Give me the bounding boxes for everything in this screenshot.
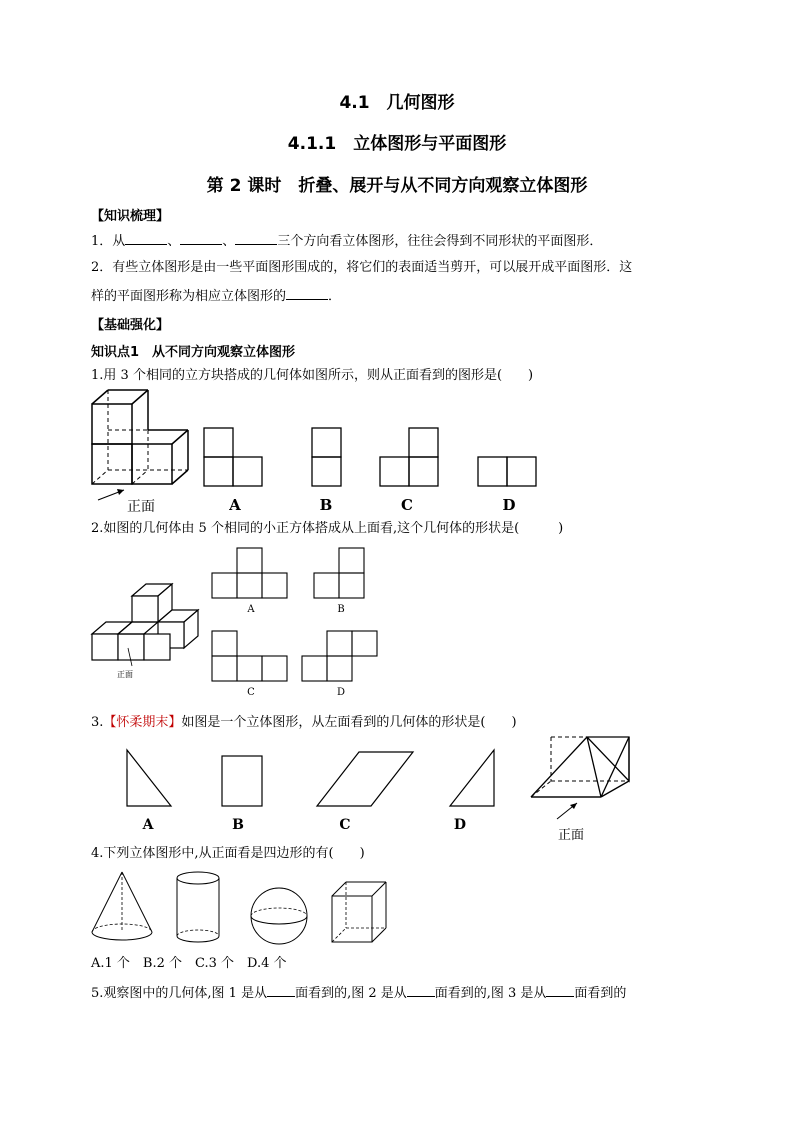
q3-option-c-figure bbox=[315, 750, 415, 808]
blank bbox=[267, 984, 295, 997]
q2-solid-figure bbox=[90, 582, 205, 667]
q1-option-c-label: C bbox=[401, 496, 413, 514]
q1-option-c-figure bbox=[379, 427, 439, 487]
q4-cone-figure bbox=[90, 870, 155, 946]
q1-option-b-label: B bbox=[319, 496, 333, 514]
q2-option-c-figure bbox=[211, 630, 289, 682]
question-2: 2.如图的几何体由 5 个相同的小正方体搭成从上面看,这个几何体的形状是( ) bbox=[91, 521, 564, 536]
question-4: 4.下列立体图形中,从正面看是四边形的有( ) bbox=[91, 846, 365, 861]
knowledge-item-2-line1: 2．有些立体图形是由一些平面图形围成的，将它们的表面适当剪开，可以展开成平面图形．这 bbox=[91, 260, 633, 275]
blank bbox=[235, 232, 277, 245]
q4-cube-figure bbox=[330, 880, 390, 946]
q4-sphere-figure bbox=[249, 886, 311, 948]
q1-option-a-label: A bbox=[229, 496, 241, 514]
q2-option-d-label: D bbox=[336, 687, 346, 698]
q2-option-c-label: C bbox=[247, 687, 255, 698]
q2-option-b-label: B bbox=[337, 604, 345, 615]
q1-option-b-figure bbox=[311, 427, 342, 487]
q2-option-a-label: A bbox=[247, 604, 255, 615]
q3-option-d-label: D bbox=[453, 817, 467, 833]
lesson-title: 第 2 课时 折叠、展开与从不同方向观察立体图形 bbox=[206, 176, 588, 196]
source-tag: 【怀柔期末】 bbox=[103, 715, 182, 730]
q3-option-a-label: A bbox=[142, 817, 154, 833]
knowledge-heading: 【知识梳理】 bbox=[91, 209, 170, 224]
q3-option-b-label: B bbox=[232, 817, 244, 833]
knowledge-point-1: 知识点1 从不同方向观察立体图形 bbox=[91, 345, 296, 360]
q2-option-b-figure bbox=[313, 547, 365, 599]
question-4-options: A.1 个 B.2 个 C.3 个 D.4 个 bbox=[91, 956, 287, 971]
q1-option-d-figure bbox=[477, 456, 537, 487]
q3-solid-figure bbox=[527, 735, 632, 825]
q4-cylinder-figure bbox=[175, 870, 223, 946]
q3-option-d-figure bbox=[448, 748, 498, 808]
blank bbox=[407, 984, 435, 997]
q1-option-a-figure bbox=[203, 427, 263, 487]
q2-option-d-figure bbox=[301, 630, 379, 682]
q3-option-c-label: C bbox=[339, 817, 351, 833]
q1-option-d-label: D bbox=[502, 496, 516, 514]
basics-heading: 【基础强化】 bbox=[91, 318, 170, 333]
q3-front-label: 正面 bbox=[558, 828, 585, 843]
knowledge-item-2-line2: 样的平面图形称为相应立体图形的 ． bbox=[91, 289, 342, 304]
q1-front-label: 正面 bbox=[127, 499, 155, 515]
blank bbox=[546, 984, 574, 997]
blank bbox=[125, 232, 167, 245]
q2-front-label: 正面 bbox=[117, 670, 133, 679]
question-1: 1.用 3 个相同的立方块搭成的几何体如图所示，则从正面看到的图形是( ) bbox=[91, 368, 534, 383]
q3-option-a-figure bbox=[125, 748, 173, 808]
question-5: 5.观察图中的几何体,图 1 是从 面看到的,图 2 是从 面看到的,图 3 是从 面看到的 bbox=[91, 986, 627, 1001]
q3-option-b-figure bbox=[220, 754, 264, 808]
knowledge-item-1: 1．从 、 、 三个方向看立体图形，往往会得到不同形状的平面图形． bbox=[91, 234, 603, 249]
section-title: 4.1.1 立体图形与平面图形 bbox=[287, 134, 507, 154]
q2-option-a-figure bbox=[211, 547, 289, 599]
blank bbox=[180, 232, 222, 245]
blank bbox=[286, 287, 328, 300]
chapter-title: 4.1 几何图形 bbox=[339, 93, 455, 113]
question-3: 3.【怀柔期末】如图是一个立体图形，从左面看到的几何体的形状是( ) bbox=[91, 715, 517, 730]
